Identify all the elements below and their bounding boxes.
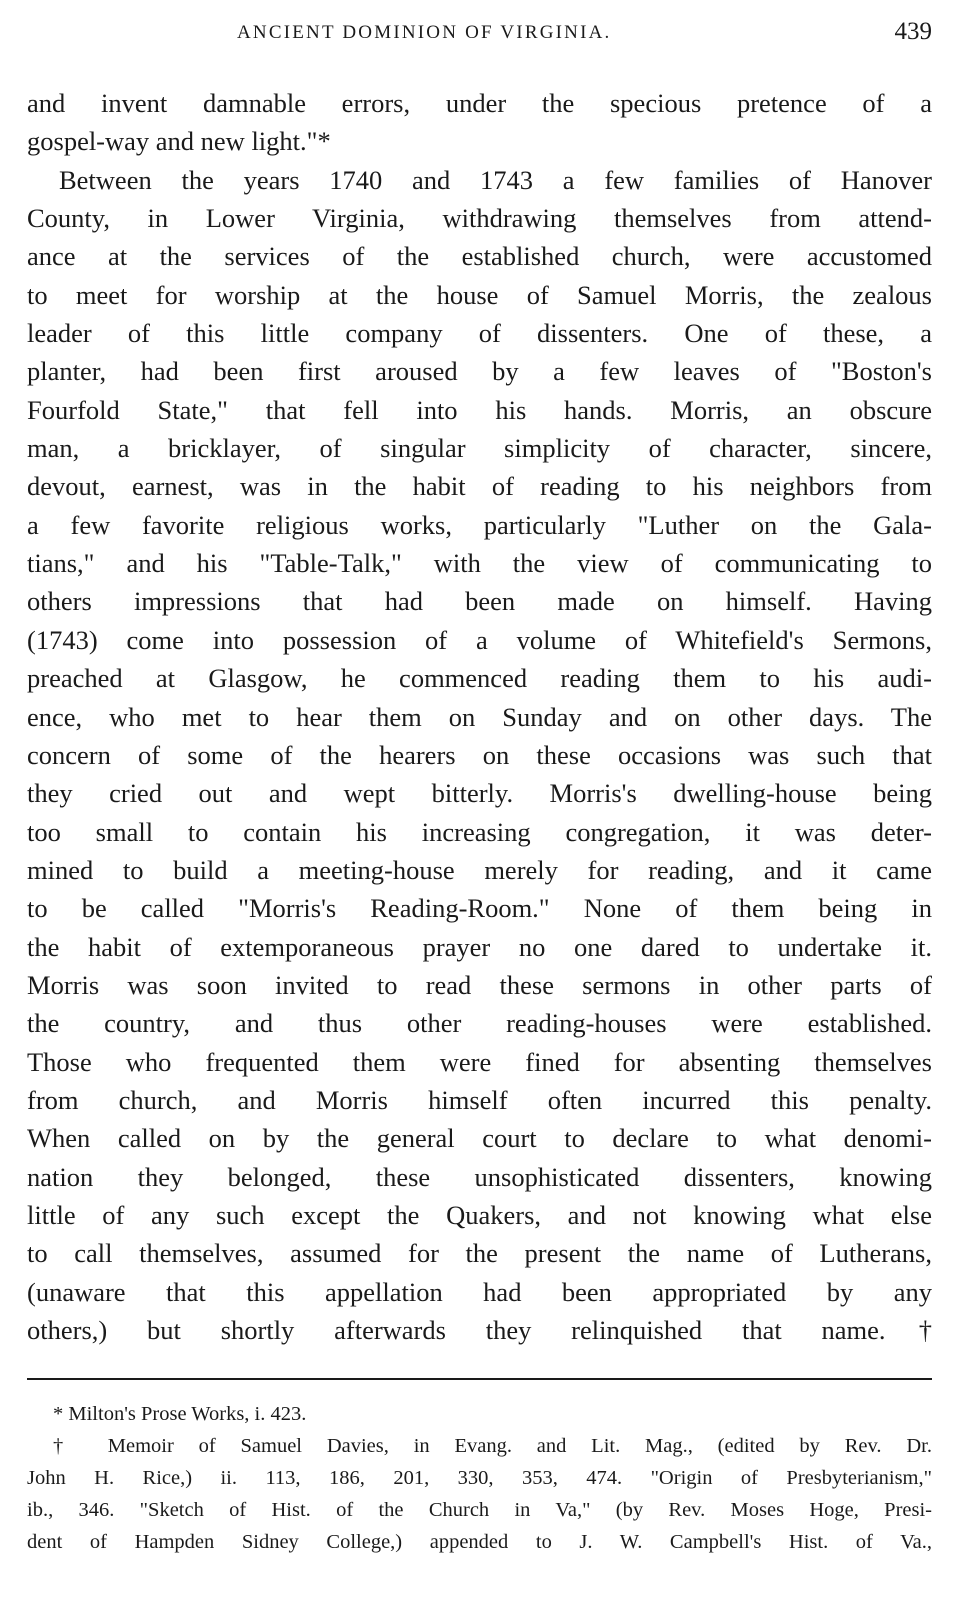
text-line: Those who frequented them were fined for absenting themselves bbox=[27, 1046, 932, 1077]
footnotes bbox=[27, 1398, 932, 1558]
text-line: (1743) come into possession of a volume of Whitefield's Sermons, bbox=[27, 624, 932, 655]
text-line: a few favorite religious works, particularly "Luther on the Gala- bbox=[27, 509, 932, 540]
page-number: 439 bbox=[894, 18, 932, 45]
footnote-line: dent of Hampden Sidney College,) appended to J. W. Campbell's Hist. of Va., bbox=[27, 1531, 932, 1553]
text-line: (unaware that this appellation had been appropriated by any bbox=[27, 1276, 932, 1307]
text-line: to call themselves, assumed for the present the name of Lutherans, bbox=[27, 1238, 932, 1269]
text-line: Between the years 1740 and 1743 a few families of Hanover bbox=[59, 164, 932, 195]
text-line: Fourfold State," that fell into his hands. Morris, an obscure bbox=[27, 394, 932, 425]
text-line: ance at the services of the established church, were accustomed bbox=[27, 241, 932, 272]
text-line: others impressions that had been made on himself. Having bbox=[27, 586, 932, 617]
text-line: gospel-way and new light."* bbox=[27, 126, 331, 157]
text-line: concern of some of the hearers on these occasions was such that bbox=[27, 739, 932, 770]
text-line: they cried out and wept bitterly. Morris's dwelling-house being bbox=[27, 778, 932, 809]
text-line: others,) but shortly afterwards they relinquished that name.† bbox=[27, 1315, 932, 1345]
text-line: and invent damnable errors, under the specious pretence of a bbox=[27, 88, 932, 118]
text-line: Morris was soon invited to read these sermons in other parts of bbox=[27, 969, 932, 1000]
text-line: mined to build a meeting-house merely for reading, and it came bbox=[27, 854, 932, 885]
text-line: the country, and thus other reading-houses were established. bbox=[27, 1008, 932, 1039]
running-head bbox=[27, 18, 932, 54]
text-line: County, in Lower Virginia, withdrawing themselves from attend- bbox=[27, 203, 932, 234]
footnote-line: * Milton's Prose Works, i. 423. bbox=[53, 1403, 307, 1425]
text-line: from church, and Morris himself often incurred this penalty. bbox=[27, 1084, 932, 1115]
footnote-line: John H. Rice,) ii. 113, 186, 201, 330, 353, 474. "Origin of Presbyterianism," bbox=[27, 1467, 932, 1489]
footnote-divider bbox=[27, 1378, 932, 1380]
text-line: When called on by the general court to declare to what denomi- bbox=[27, 1123, 932, 1154]
text-line: man, a bricklayer, of singular simplicity of character, sincere, bbox=[27, 433, 932, 464]
text-line: preached at Glasgow, he commenced reading them to his audi- bbox=[27, 663, 932, 694]
text-line: little of any such except the Quakers, and not knowing what else bbox=[27, 1199, 932, 1230]
text-line: to meet for worship at the house of Samuel Morris, the zealous bbox=[27, 279, 932, 310]
text-line: planter, had been first aroused by a few leaves of "Boston's bbox=[27, 356, 932, 387]
body-text bbox=[27, 84, 932, 1349]
text-line: devout, earnest, was in the habit of reading to his neighbors from bbox=[27, 471, 932, 502]
text-line: tians," and his "Table-Talk," with the view of communicating to bbox=[27, 548, 932, 579]
text-line: the habit of extemporaneous prayer no one dared to undertake it. bbox=[27, 931, 932, 962]
text-line: ence, who met to hear them on Sunday and on other days. The bbox=[27, 701, 932, 732]
book-page bbox=[27, 0, 932, 1621]
text-line: nation they belonged, these unsophisticated dissenters, knowing bbox=[27, 1161, 932, 1192]
running-title: ANCIENT DOMINION OF VIRGINIA. bbox=[237, 22, 612, 43]
text-line: too small to contain his increasing congregation, it was deter- bbox=[27, 816, 932, 847]
text-line: leader of this little company of dissenters. One of these, a bbox=[27, 318, 932, 349]
text-line: to be called "Morris's Reading-Room." None of them being in bbox=[27, 893, 932, 924]
footnote-line: ib., 346. "Sketch of Hist. of the Church in Va," (by Rev. Moses Hoge, Presi- bbox=[27, 1499, 932, 1521]
footnote-line: † Memoir of Samuel Davies, in Evang. and Lit. Mag., (edited by Rev. Dr. bbox=[53, 1435, 932, 1457]
